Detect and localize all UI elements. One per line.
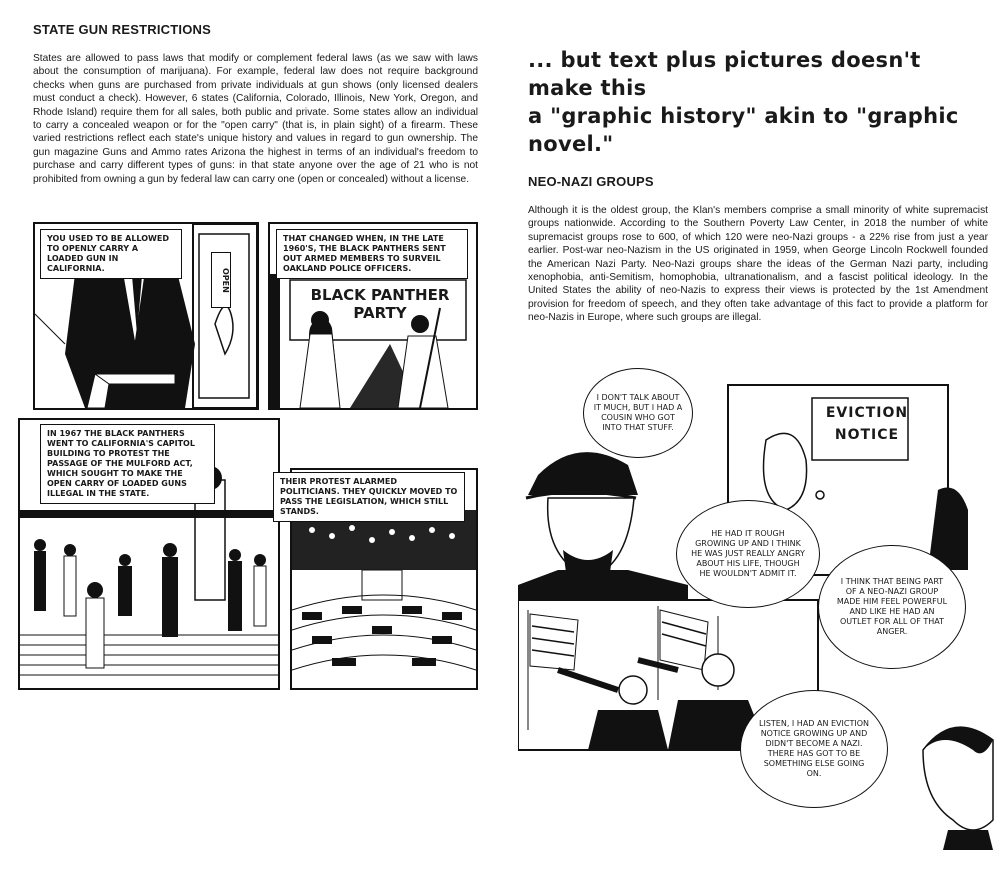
speech-bubble-eviction-notice: LISTEN, I HAD AN EVICTION NOTICE GROWING UP AND DIDN'T BECOME A NAZI. THERE HAS GOT TO BE SOMETHING ELSE GOING ON. xyxy=(740,690,888,808)
handwritten-quote-line1: ... but text plus pictures doesn't make this xyxy=(528,48,921,100)
eviction-notice-sign xyxy=(823,402,911,446)
speech-bubble-rough-growing-up: HE HAD IT ROUGH GROWING UP AND I THINK HE WAS JUST REALLY ANGRY ABOUT HIS LIFE, THOUGH HE WOULDN'T ADMIT IT. xyxy=(676,500,820,608)
handwritten-quote xyxy=(528,46,988,158)
caption-open-carry: YOU USED TO BE ALLOWED TO OPENLY CARRY A LOADED GUN IN CALIFORNIA. xyxy=(40,229,182,279)
caption-black-panthers: THAT CHANGED WHEN, IN THE LATE 1960'S, THE BLACK PANTHERS SENT OUT ARMED MEMBERS TO SURVEIL OAKLAND POLICE OFFICERS. xyxy=(276,229,468,279)
open-sign: OPEN xyxy=(211,252,231,308)
eviction-notice-line2: NOTICE xyxy=(834,427,900,443)
left-page-paragraph: States are allowed to pass laws that modify or complement federal laws (as we saw with laws about the consumption of marijuana). For example, federal law does not require background checks when guns are purchased from private individuals at gun shows (only licensed dealers must conduct a check). However, 6 states (California, Colorado, Illinois, New York, Oregon, and Rhode Island) require them for all sales, both public and private. Some states allow an individual to carry a concealed weapon or for the "open carry" (that is, in plain sight) of a firearm. These varied restrictions reflect each state's unique history and values in regard to gun ownership. The gun magazine Guns and Ammo rates Arizona the highest in terms of an individual's freedom to purchase and carry different types of guns: in that state anyone over the age of 21 who is not prohibited from owning a gun by federal law can carry one (open or concealed) without a license. xyxy=(33,53,478,185)
handwritten-quote-line2: a "graphic history" akin to "graphic novel." xyxy=(528,104,959,156)
speech-bubble-cousin: I DON'T TALK ABOUT IT MUCH, BUT I HAD A COUSIN WHO GOT INTO THAT STUFF. xyxy=(583,368,693,458)
right-page-paragraph: Although it is the oldest group, the Klan's members comprise a small minority of white supremacist groups nationwide. According to the Southern Poverty Law Center, in 2018 the number of white supremacist groups rose to 600, of which 120 were neo-Nazi groups - a 22% rise from just a year earlier. Post-war neo-Nazism in the US originated in 1959, when George Lincoln Rockwell founded the American Nazi Party. Neo-Nazi groups share the ideas of the German Nazi party, including xenophobia, anti-Semitism, homophobia, ultranationalism, and a fascist political ideology. In the United States the ability of neo-Nazis to express their views is protected by the 1st Amendment provision for freedom of speech, and they often take advantage of this fact to provide a platform for neo-Nazis in Europe, where such groups are illegal. xyxy=(528,205,988,324)
right-page-heading: NEO-NAZI GROUPS xyxy=(528,174,654,189)
caption-capitol-protest: IN 1967 THE BLACK PANTHERS WENT TO CALIFORNIA'S CAPITOL BUILDING TO PROTEST THE PASSAGE OF THE MULFORD ACT, WHICH SOUGHT TO MAKE THE OPEN CARRY OF LOADED GUNS ILLEGAL IN THE STATE. xyxy=(40,424,215,504)
black-panther-sign-line1: BLACK PANTHER xyxy=(310,286,450,304)
black-panther-sign-line2: PARTY xyxy=(353,304,407,322)
speech-bubble-powerful: I THINK THAT BEING PART OF A NEO-NAZI GROUP MADE HIM FEEL POWERFUL AND LIKE HE HAD AN OUTLET FOR ALL OF THAT ANGER. xyxy=(818,545,966,669)
left-page-heading: STATE GUN RESTRICTIONS xyxy=(33,22,211,37)
eviction-notice-line1: EVICTION xyxy=(825,405,909,421)
caption-legislature: THEIR PROTEST ALARMED POLITICIANS. THEY QUICKLY MOVED TO PASS THE LEGISLATION, WHICH STILL STANDS. xyxy=(273,472,465,522)
black-panther-sign xyxy=(300,286,460,322)
